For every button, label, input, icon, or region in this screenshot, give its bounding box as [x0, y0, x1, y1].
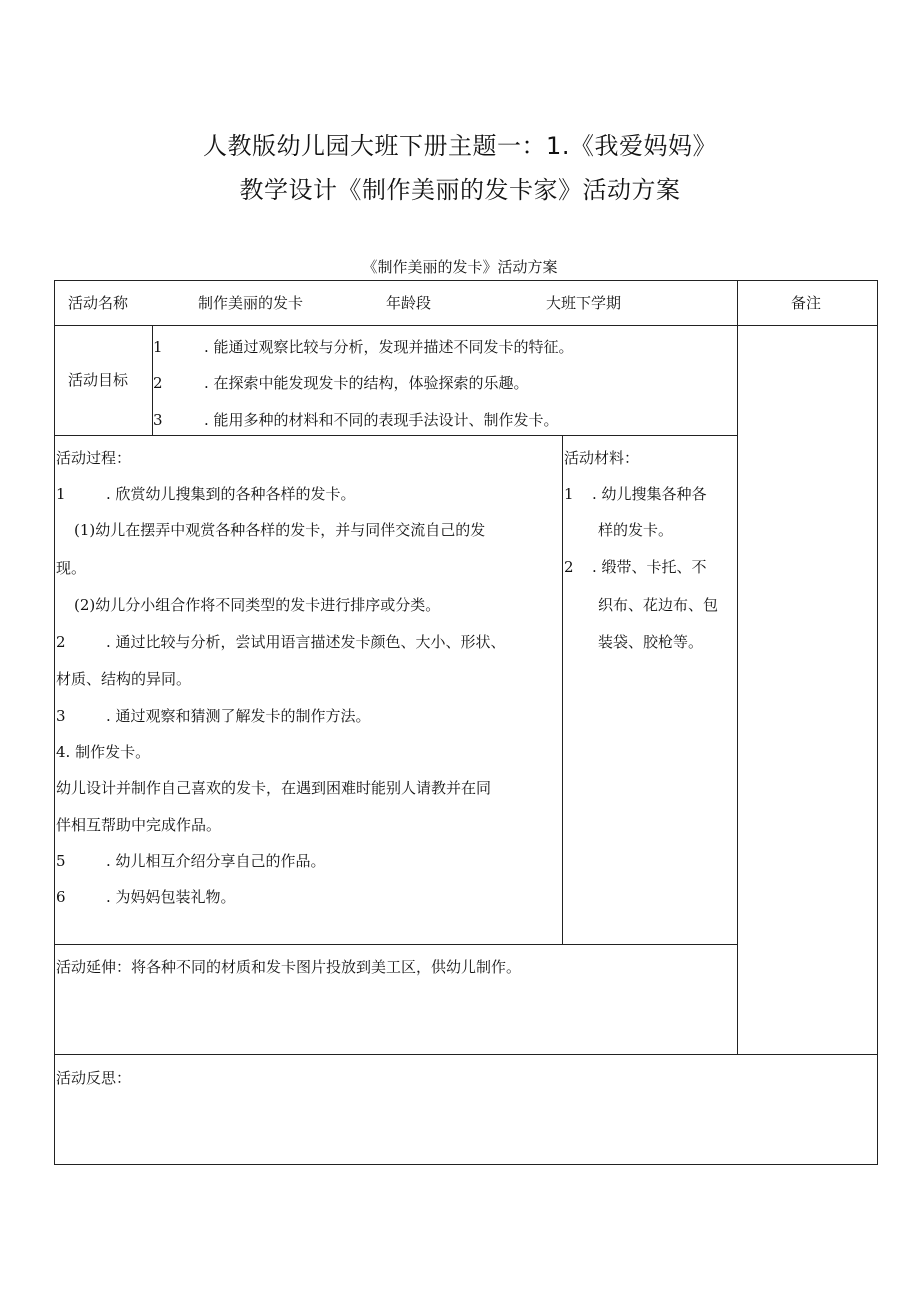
- material-2-line1: . 缎带、卡托、不: [592, 558, 707, 576]
- age-group-label: 年龄段: [386, 294, 432, 312]
- age-group-value: 大班下学期: [546, 294, 622, 312]
- extension-text: 活动延伸：将各种不同的材质和发卡图片投放到美工区，供幼儿制作。: [56, 958, 522, 976]
- goals-label: 活动目标: [68, 371, 129, 389]
- goal-2-num: 2: [153, 374, 163, 392]
- goal-3-num: 3: [153, 411, 163, 429]
- goal-2-text: . 在探索中能发现发卡的结构，体验探索的乐趣。: [204, 374, 529, 392]
- step-1b: (2)幼儿分小组合作将不同类型的发卡进行排序或分类。: [74, 596, 441, 614]
- step-5-text: . 幼儿相互介绍分享自己的作品。: [106, 852, 326, 870]
- goal-3-text: . 能用多种的材料和不同的表现手法设计、制作发卡。: [204, 411, 559, 429]
- step-2-text: . 通过比较与分析，尝试用语言描述发卡颜色、大小、形状、: [106, 633, 506, 651]
- material-2-line3: 装袋、胶枪等。: [598, 633, 704, 651]
- doc-title-line2: 教学设计《制作美丽的发卡家》活动方案: [239, 176, 681, 204]
- step-1-num: 1: [56, 485, 66, 503]
- materials-label: 活动材料：: [564, 449, 640, 467]
- table-caption: 《制作美丽的发卡》活动方案: [362, 258, 558, 276]
- step-1-text: . 欣赏幼儿搜集到的各种各样的发卡。: [106, 485, 356, 503]
- step-6-num: 6: [56, 888, 66, 906]
- reflection-label: 活动反思：: [56, 1069, 132, 1087]
- step-1a-line2: 现。: [56, 559, 87, 577]
- step-4: 4. 制作发卡。: [56, 743, 151, 761]
- material-1-num: 1: [564, 485, 574, 503]
- step-2-line2: 材质、结构的异同。: [56, 670, 192, 688]
- step-3-text: . 通过观察和猜测了解发卡的制作方法。: [106, 707, 371, 725]
- material-1-line1: . 幼儿搜集各种各: [592, 485, 707, 503]
- material-2-num: 2: [564, 558, 574, 576]
- step-2-num: 2: [56, 633, 66, 651]
- doc-title-line1: 人教版幼儿园大班下册主题一：1.《我爱妈妈》: [203, 132, 717, 160]
- activity-name-label: 活动名称: [68, 294, 129, 312]
- activity-name-value: 制作美丽的发卡: [198, 294, 304, 312]
- material-1-line2: 样的发卡。: [598, 521, 674, 539]
- goal-1-num: 1: [153, 338, 163, 356]
- process-label: 活动过程：: [56, 449, 132, 467]
- goal-1-text: . 能通过观察比较与分析，发现并描述不同发卡的特征。: [204, 338, 574, 356]
- step-1a-line1: (1)幼儿在摆弄中观赏各种各样的发卡，并与同伴交流自己的发: [74, 521, 486, 539]
- step-3-num: 3: [56, 707, 66, 725]
- material-2-line2: 织布、花边布、包: [598, 596, 719, 614]
- notes-label: 备注: [791, 294, 822, 312]
- step-5-num: 5: [56, 852, 66, 870]
- step-6-text: . 为妈妈包装礼物。: [106, 888, 236, 906]
- step-4-line2: 伴相互帮助中完成作品。: [56, 816, 222, 834]
- step-4-line1: 幼儿设计并制作自己喜欢的发卡，在遇到困难时能别人请教并在同: [56, 779, 492, 797]
